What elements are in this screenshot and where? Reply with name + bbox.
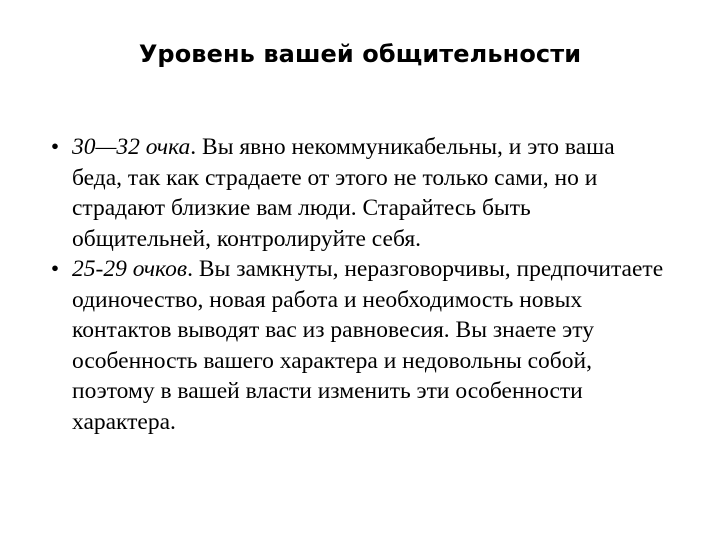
bullet-icon: • [50, 256, 60, 282]
score-range: 25-29 очков [72, 256, 188, 282]
item-description: . Вы явно некоммуникабельны, и это ваша беда, так как страдаете от этого не только сами, но и страдают близкие вам люди. Старайтесь быть общительней, контролируйте себя. [72, 134, 615, 252]
bullet-icon: • [50, 134, 60, 160]
slide-title: Уровень вашей общительности [138, 40, 582, 68]
score-range: 30—32 очка [72, 134, 191, 160]
list-item [48, 132, 668, 254]
item-description: . Вы замкнуты, неразговорчивы, предпочитаете одиночество, новая работа и необходимость новых контактов выводят вас из равновесия. Вы знаете эту особенность вашего характера и недовольны собой, поэтому в вашей власти изменить эти особенности характера. [72, 256, 664, 435]
bullet-list [48, 132, 668, 437]
list-item [48, 254, 668, 437]
